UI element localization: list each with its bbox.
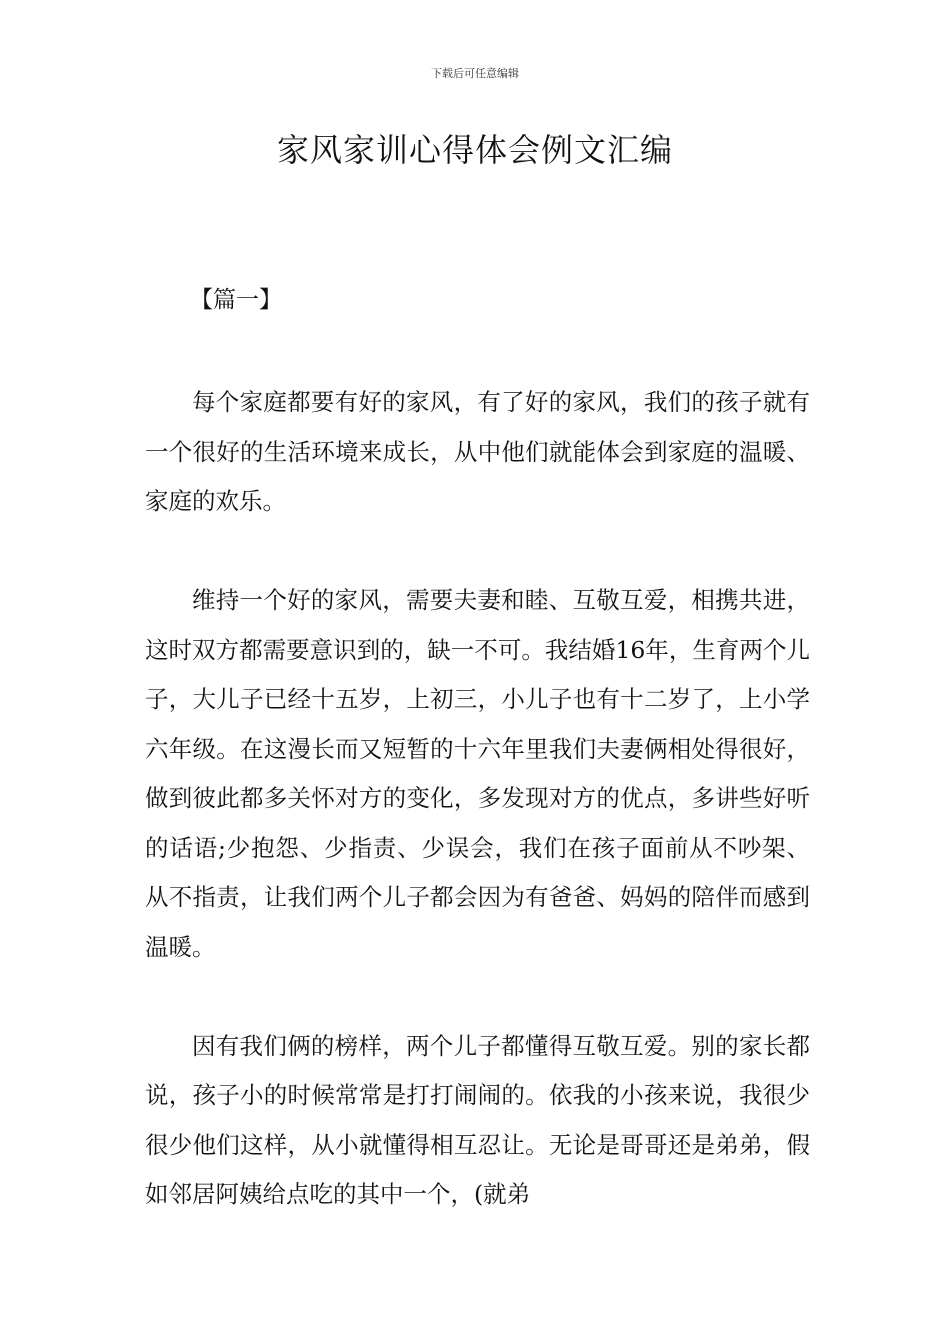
section-label: 【篇一】	[190, 287, 282, 313]
paragraph-2: 维持一个好的家风，需要夫妻和睦、互敬互爱，相携共进，这时双方都需要意识到的，缺一不可。我结婚16年，生育两个儿子，大儿子已经十五岁，上初三，小儿子也有十二岁了，上小学六年级。在这漫长而又短暂的十六年里我们夫妻俩相处得很好，做到彼此都多关怀对方的变化，多发现对方的优点，多讲些好听的话语;少抱怨、少指责、少误会，我们在孩子面前从不吵架、从不指责，让我们两个儿子都会因为有爸爸、妈妈的陪伴而感到温暖。	[145, 586, 810, 961]
paragraph-3: 因有我们俩的榜样，两个儿子都懂得互敬互爱。别的家长都说，孩子小的时候常常是打打闹闹的。依我的小孩来说，我很少很少他们这样，从小就懂得相互忍让。无论是哥哥还是弟弟，假如邻居阿姨给点吃的其中一个，(就弟	[145, 1031, 810, 1208]
body-text	[145, 378, 810, 1269]
paragraph-1: 每个家庭都要有好的家风，有了好的家风，我们的孩子就有一个很好的生活环境来成长，从中他们就能体会到家庭的温暖、家庭的欢乐。	[145, 388, 810, 515]
header-note: 下载后可任意编辑	[431, 67, 519, 80]
document-title: 家风家训心得体会例文汇编	[276, 131, 673, 169]
